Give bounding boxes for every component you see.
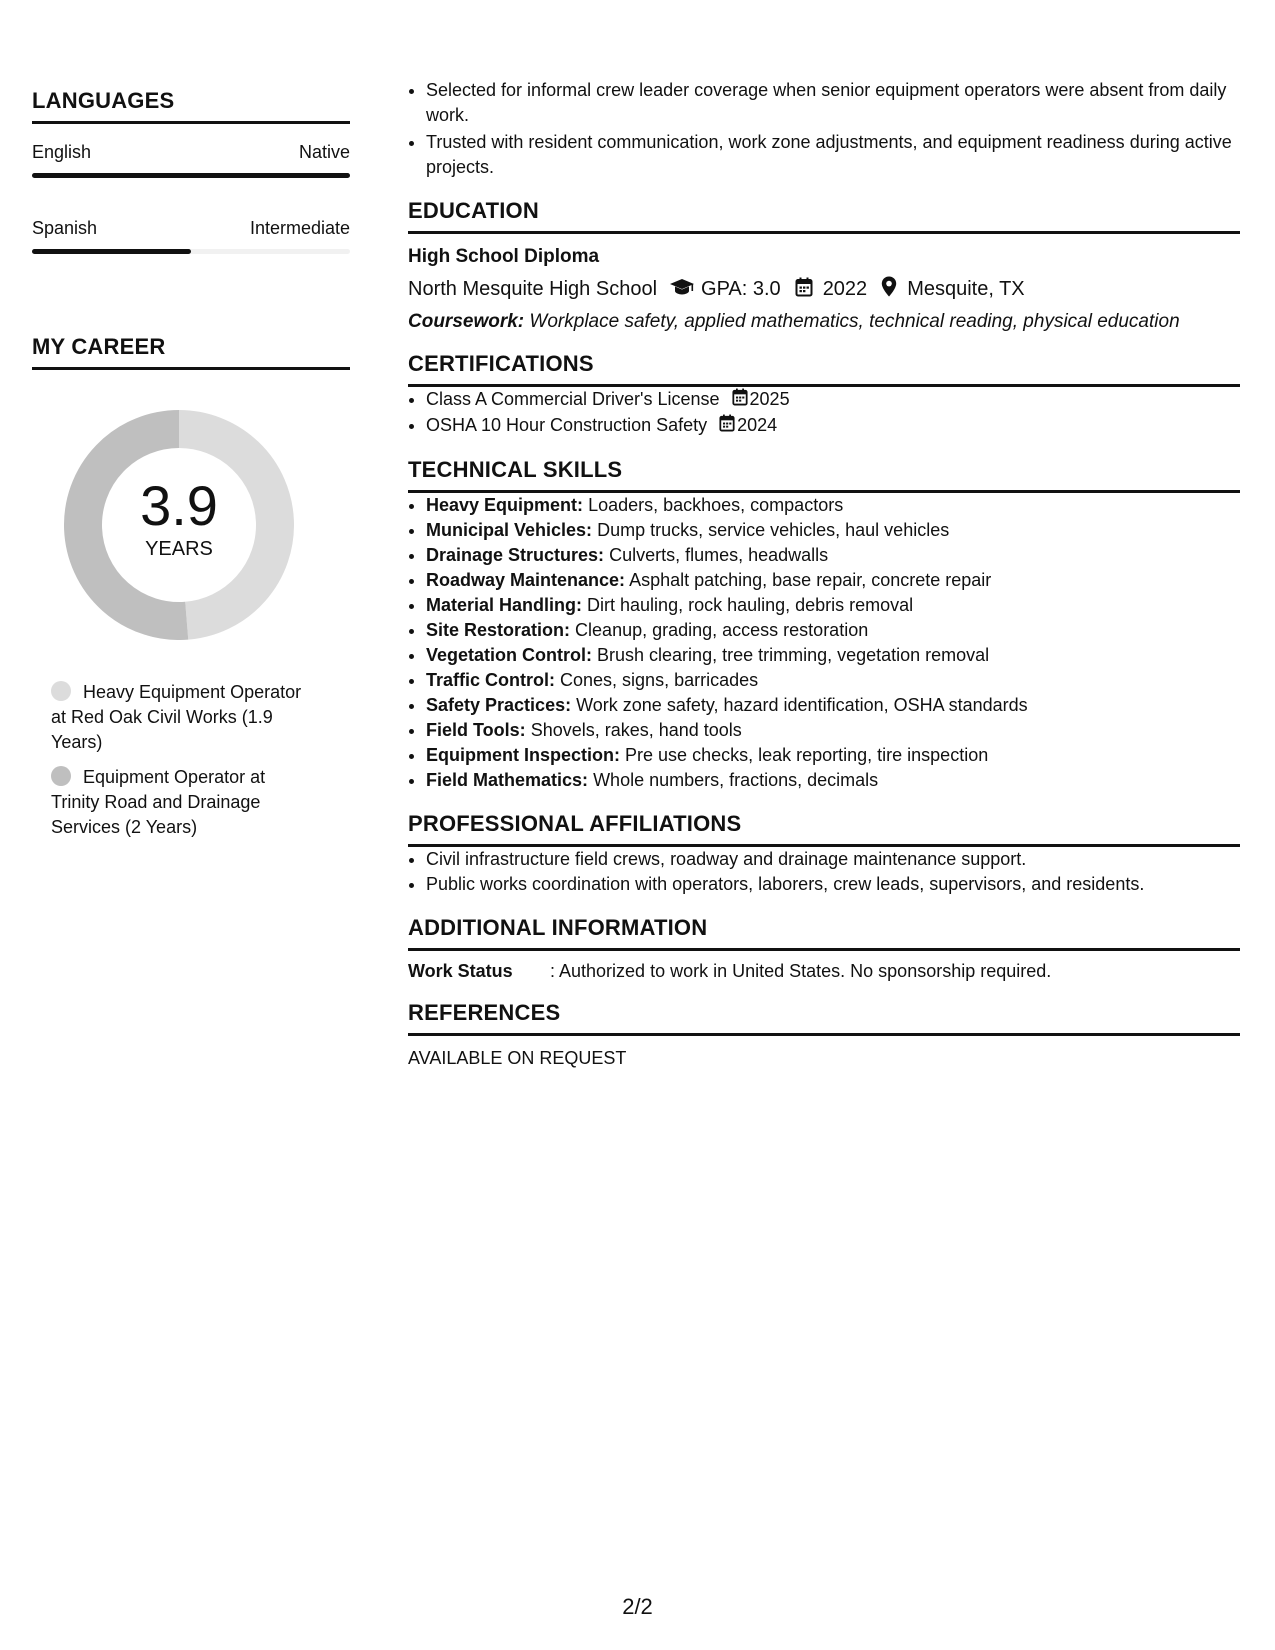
graduation-cap-icon bbox=[669, 278, 695, 302]
language-level: Intermediate bbox=[249, 218, 350, 238]
language-row bbox=[32, 142, 350, 163]
languages-heading: LANGUAGES bbox=[32, 88, 350, 124]
skill-item bbox=[426, 543, 1240, 568]
languages-list bbox=[32, 142, 350, 254]
skill-value: Cleanup, grading, access restoration bbox=[575, 619, 869, 640]
references-heading: REFERENCES bbox=[408, 1000, 1240, 1036]
language-proficiency-fill bbox=[32, 173, 350, 178]
calendar-icon bbox=[795, 277, 813, 303]
language-proficiency-bar bbox=[32, 249, 350, 254]
coursework-label: Coursework: bbox=[408, 311, 525, 332]
career-legend-item bbox=[51, 680, 311, 755]
skill-value: Culverts, flumes, headwalls bbox=[609, 544, 829, 565]
education-location: Mesquite, TX bbox=[907, 278, 1025, 300]
career-total-years: 3.9 bbox=[140, 473, 218, 537]
language-item bbox=[32, 142, 350, 178]
certifications-heading: CERTIFICATIONS bbox=[408, 351, 1240, 387]
sidebar bbox=[32, 88, 350, 850]
list-item: • Civil infrastructure field crews, roadway and drainage maintenance support. bbox=[426, 847, 1240, 872]
career-legend-label: Heavy Equipment Operator at Red Oak Civil Works (1.9 Years) bbox=[51, 682, 302, 752]
legend-dot-icon bbox=[51, 766, 71, 786]
certification-name: Class A Commercial Driver's License bbox=[426, 389, 720, 409]
skill-item bbox=[426, 743, 1240, 768]
affiliations-section bbox=[408, 811, 1240, 897]
skill-item bbox=[426, 643, 1240, 668]
career-section bbox=[32, 334, 350, 840]
skill-label: Equipment Inspection: bbox=[426, 744, 621, 765]
list-item: • Public works coordination with operators, laborers, crew leads, supervisors, and residents. bbox=[426, 872, 1240, 897]
skill-label: Field Tools: bbox=[426, 719, 526, 740]
skill-label: Site Restoration: bbox=[426, 619, 571, 640]
language-item bbox=[32, 218, 350, 254]
experience-bullets bbox=[408, 78, 1240, 180]
skill-item bbox=[426, 668, 1240, 693]
skill-label: Field Mathematics: bbox=[426, 769, 589, 790]
skill-label: Material Handling: bbox=[426, 594, 583, 615]
main-content bbox=[408, 78, 1240, 1069]
language-name: English bbox=[32, 142, 92, 162]
education-degree: High School Diploma bbox=[408, 246, 600, 267]
additional-info-heading: ADDITIONAL INFORMATION bbox=[408, 915, 1240, 951]
language-proficiency-fill bbox=[32, 249, 191, 254]
skill-label: Traffic Control: bbox=[426, 669, 555, 690]
coursework-value: Workplace safety, applied mathematics, technical reading, physical education bbox=[529, 311, 1180, 332]
education-details bbox=[408, 276, 1240, 303]
calendar-icon bbox=[732, 388, 748, 413]
career-donut-center bbox=[64, 410, 294, 640]
education-coursework bbox=[408, 311, 1240, 333]
skill-item bbox=[426, 593, 1240, 618]
skills-section bbox=[408, 457, 1240, 793]
education-gpa: GPA: 3.0 bbox=[701, 278, 781, 300]
skill-value: Dirt hauling, rock hauling, debris removal bbox=[587, 594, 914, 615]
certification-name: OSHA 10 Hour Construction Safety bbox=[426, 414, 708, 435]
career-heading: MY CAREER bbox=[32, 334, 350, 370]
skill-value: Shovels, rakes, hand tools bbox=[530, 719, 742, 740]
work-status-value: : Authorized to work in United States. No sponsorship required. bbox=[550, 960, 1052, 981]
language-proficiency-bar bbox=[32, 173, 350, 178]
skill-value: Loaders, backhoes, compactors bbox=[588, 494, 844, 515]
skill-item bbox=[426, 768, 1240, 793]
page-number: 2/2 bbox=[622, 1594, 653, 1619]
education-school: North Mesquite High School bbox=[408, 278, 658, 300]
education-heading: EDUCATION bbox=[408, 198, 1240, 234]
certification-item bbox=[426, 387, 1240, 413]
additional-info-section bbox=[408, 915, 1240, 982]
career-legend-label: Equipment Operator at Trinity Road and Drainage Services (2 Years) bbox=[51, 767, 266, 837]
education-year: 2022 bbox=[822, 278, 868, 300]
skill-item bbox=[426, 618, 1240, 643]
certification-item bbox=[426, 413, 1240, 439]
affiliations-list bbox=[408, 847, 1240, 897]
career-donut-chart bbox=[32, 410, 350, 640]
skill-label: Heavy Equipment: bbox=[426, 494, 584, 515]
skill-value: Cones, signs, barricades bbox=[560, 669, 759, 690]
list-item: • Trusted with resident communication, work zone adjustments, and equipment readiness during active projects. bbox=[426, 130, 1240, 180]
certification-year: 2024 bbox=[737, 414, 778, 435]
calendar-icon bbox=[719, 414, 735, 439]
skill-label: Safety Practices: bbox=[426, 694, 572, 715]
references-section bbox=[408, 1000, 1240, 1069]
language-row bbox=[32, 218, 350, 239]
location-pin-icon bbox=[881, 276, 897, 303]
languages-section bbox=[32, 88, 350, 254]
skill-value: Dump trucks, service vehicles, haul vehicles bbox=[597, 519, 950, 540]
skills-list bbox=[408, 493, 1240, 793]
education-section bbox=[408, 198, 1240, 333]
skills-heading: TECHNICAL SKILLS bbox=[408, 457, 1240, 493]
certifications-list bbox=[408, 387, 1240, 439]
work-status-label: Work Status bbox=[408, 960, 513, 981]
references-text: AVAILABLE ON REQUEST bbox=[408, 1047, 627, 1068]
skill-item bbox=[426, 568, 1240, 593]
skill-item bbox=[426, 518, 1240, 543]
work-status-row bbox=[408, 961, 1240, 982]
certification-year: 2025 bbox=[749, 389, 790, 409]
career-legend-item bbox=[51, 765, 311, 840]
affiliations-heading: PROFESSIONAL AFFILIATIONS bbox=[408, 811, 1240, 847]
skill-label: Drainage Structures: bbox=[426, 544, 605, 565]
skill-item bbox=[426, 493, 1240, 518]
legend-dot-icon bbox=[51, 681, 71, 701]
skill-label: Municipal Vehicles: bbox=[426, 519, 593, 540]
certifications-section bbox=[408, 351, 1240, 439]
skill-value: Pre use checks, leak reporting, tire inspection bbox=[625, 744, 989, 765]
list-item: • Selected for informal crew leader coverage when senior equipment operators were absent from daily work. bbox=[426, 78, 1240, 128]
skill-value: Whole numbers, fractions, decimals bbox=[593, 769, 879, 790]
skill-label: Vegetation Control: bbox=[426, 644, 592, 665]
skill-item bbox=[426, 718, 1240, 743]
skill-value: Work zone safety, hazard identification, OSHA standards bbox=[576, 694, 1028, 715]
career-total-unit: YEARS bbox=[145, 537, 213, 560]
skill-value: Brush clearing, tree trimming, vegetation removal bbox=[597, 644, 990, 665]
language-level: Native bbox=[298, 142, 350, 162]
career-legend bbox=[32, 680, 311, 840]
skill-label: Roadway Maintenance: bbox=[426, 569, 626, 590]
skill-value: Asphalt patching, base repair, concrete repair bbox=[629, 569, 992, 590]
skill-item bbox=[426, 693, 1240, 718]
language-name: Spanish bbox=[32, 218, 98, 238]
